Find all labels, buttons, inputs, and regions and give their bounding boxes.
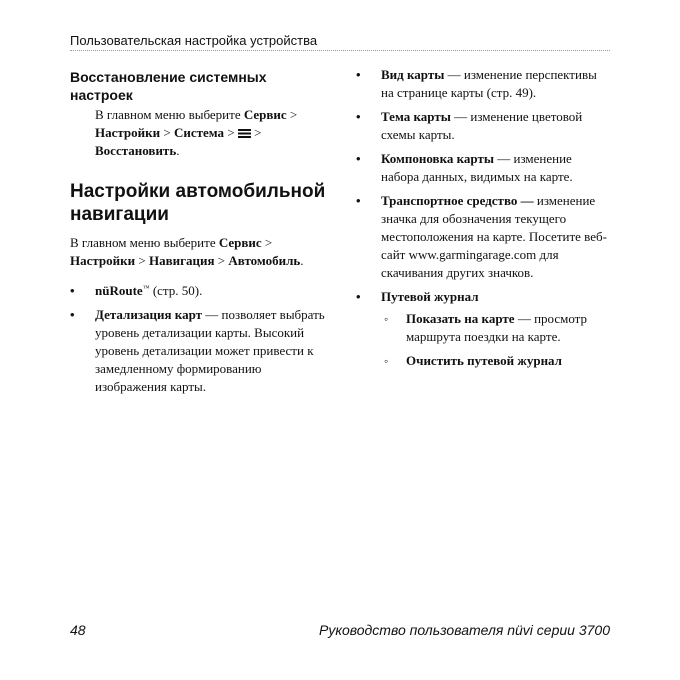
sublist-item-clear-log bbox=[381, 352, 612, 370]
item-term: Вид карты bbox=[381, 67, 445, 82]
car-nav-instructions bbox=[70, 234, 332, 270]
car-path-navigation: Навигация bbox=[148, 253, 215, 268]
list-item-map-view bbox=[356, 66, 612, 102]
item-desc: — просмотр маршрута поездки на карте. bbox=[406, 311, 588, 344]
item-desc: изменение значка для обозначения текущего местоположения на карте. Посетите веб-сайт www.garmingarage.com для скачивания других значков. bbox=[381, 193, 607, 280]
item-desc: — позволяет выбрать уровень детализации карты. Высокий уровень детализации может привести к замедленному формированию изображения карты. bbox=[95, 307, 325, 394]
list-item-vehicle bbox=[356, 192, 612, 282]
header-divider bbox=[70, 50, 610, 51]
car-sep-2: > bbox=[135, 253, 149, 268]
restore-heading: Восстановление системных настроек bbox=[70, 69, 267, 103]
car-settings-list bbox=[70, 282, 332, 396]
item-term: Транспортное средство — bbox=[381, 193, 534, 208]
car-text-prefix: В главном меню выберите bbox=[70, 235, 219, 250]
restore-sep-3: > bbox=[224, 125, 238, 140]
car-path-settings: Настройки bbox=[70, 253, 136, 268]
page-number: 48 bbox=[70, 622, 86, 638]
car-sep-3: > bbox=[214, 253, 229, 268]
car-nav-heading: Настройки автомобильной навигации bbox=[70, 181, 326, 225]
restore-sep-2: > bbox=[160, 125, 174, 140]
item-term: Очистить путевой журнал bbox=[406, 353, 562, 368]
car-path-service: Сервис bbox=[218, 235, 262, 250]
document-title: Руководство пользователя nüvi серии 3700 bbox=[319, 622, 610, 638]
restore-text-prefix: В главном меню выберите bbox=[95, 107, 244, 122]
menu-icon bbox=[238, 129, 251, 138]
item-term: Показать на карте bbox=[406, 311, 515, 326]
list-item-trip-log bbox=[356, 288, 612, 370]
item-term: Тема карты bbox=[381, 109, 451, 124]
item-desc: — изменение набора данных, видимых на карте. bbox=[381, 151, 573, 184]
restore-path-restore: Восстановить bbox=[95, 143, 177, 158]
car-path-automobile: Автомобиль bbox=[228, 253, 301, 268]
map-settings-list bbox=[356, 66, 612, 370]
page-header: Пользовательская настройка устройства bbox=[70, 33, 318, 48]
list-item-map-layout bbox=[356, 150, 612, 186]
item-desc: (стр. 50). bbox=[149, 283, 203, 298]
car-sep-1: > bbox=[261, 235, 273, 250]
restore-path-system: Система bbox=[173, 125, 225, 140]
item-term: nüRoute bbox=[95, 283, 143, 298]
item-desc: — изменение перспективы на странице карты (стр. 49). bbox=[381, 67, 597, 100]
list-item-map-theme bbox=[356, 108, 612, 144]
restore-path-settings: Настройки bbox=[95, 125, 161, 140]
car-end: . bbox=[300, 253, 304, 268]
restore-sep-4: > bbox=[250, 125, 262, 140]
right-column bbox=[356, 66, 612, 376]
list-item-map-detail bbox=[70, 306, 332, 396]
item-term: Путевой журнал bbox=[381, 289, 479, 304]
sublist-item-show-on-map bbox=[381, 310, 612, 346]
trademark-symbol: ™ bbox=[142, 284, 150, 292]
trip-log-sublist bbox=[381, 310, 612, 370]
restore-sep-1: > bbox=[286, 107, 298, 122]
restore-path-service: Сервис bbox=[243, 107, 287, 122]
left-column bbox=[70, 66, 332, 402]
item-term: Компоновка карты bbox=[381, 151, 494, 166]
restore-instructions bbox=[70, 106, 332, 160]
item-desc: — изменение цветовой схемы карты. bbox=[381, 109, 583, 142]
list-item-nuroute bbox=[70, 282, 332, 300]
restore-end: . bbox=[176, 143, 180, 158]
item-term: Детализация карт bbox=[95, 307, 203, 322]
